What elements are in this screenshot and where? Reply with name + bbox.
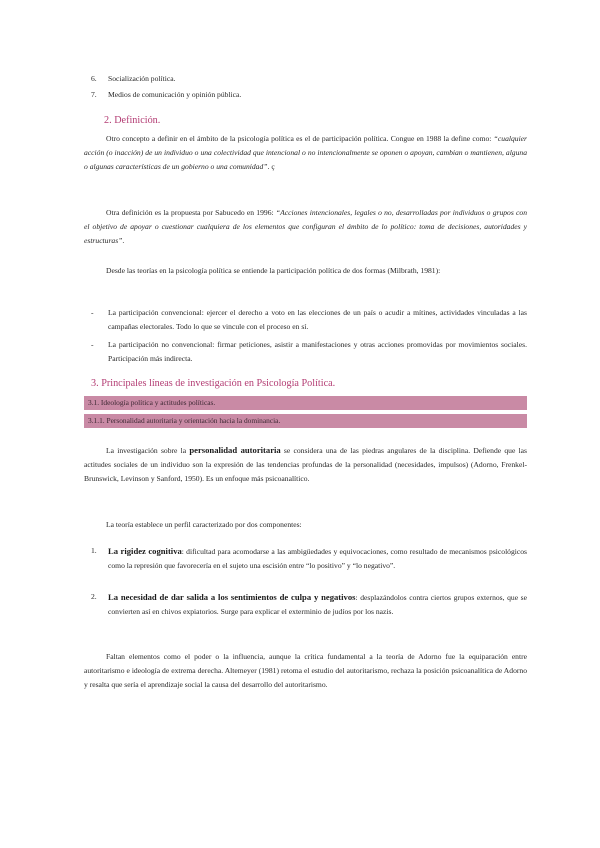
paragraph-sabucedo [84, 206, 527, 248]
bullet-convencional: La participación convencional: ejercer el derecho a voto en las elecciones de un país o acudir a mítines, actividades vinculadas a las campañas electorales. Todo lo que se vincule con el proceso en sí. [108, 308, 527, 331]
bullet-marker: - [91, 340, 94, 349]
item-number: 2. [91, 592, 97, 601]
paragraph-text: La investigación sobre la [106, 446, 190, 455]
paragraph-text: . [122, 236, 125, 245]
item-necesidad [108, 590, 527, 619]
item-text: : desplazándolos contra ciertos grupos externos, que se convierten así en chivos expiatorios. Surge para explicar el exterminio de judíos por los nazis. [108, 593, 528, 616]
item-rigidez [108, 544, 527, 573]
list-item-text: Socialización política. [108, 74, 176, 83]
bold-term: personalidad autoritaria [189, 445, 281, 455]
paragraph-congue [84, 132, 527, 174]
bullet-marker: - [91, 308, 94, 317]
subsection-band-ideologia: 3.1. Ideología política y actitudes políticas. [84, 396, 527, 410]
bullet-no-convencional: La participación no convencional: firmar peticiones, asistir a manifestaciones y otras acciones promovidas por movimientos sociales. Participación más indirecta. [108, 340, 527, 363]
item-text: : dificultad para acomodarse a las ambigüedades y equivocaciones, como resultado de mecanismos psicológicos como la represión que favorecería en el sujeto una escisión entre “lo positivo” y “lo negativo”. [108, 547, 528, 570]
paragraph-text: se considera una de las piedras angulares de la disciplina. Defiende que las actitudes sociales de un individuo son la expresión de las tendencias profundas de la personalidad (necesidades, impulsos) (Adorno, Frenkel-Brunswick, Levinson y Sanford, 1950). Es un enfoque más psicoanalítico. [84, 446, 528, 483]
item-number: 1. [91, 546, 97, 555]
paragraph-altemeyer: Faltan elementos como el poder o la influencia, aunque la crítica fundamental a la teoría de Adorno fue la equiparación entre autoritarismo e ideología de extrema derecha. Altemeyer (1981) retoma el estudio del autoritarismo, rechaza la posición psicoanalítica de Adorno y resalta que sería el aprendizaje social la causa del desarrollo del autoritarismo. [84, 652, 527, 689]
list-item-text: Medios de comunicación y opinión pública. [108, 90, 242, 99]
section-heading-definicion: 2. Definición. [104, 115, 161, 126]
list-item-number: 7. [91, 90, 97, 99]
paragraph-milbrath: Desde las teorías en la psicología política se entiende la participación política de dos formas (Milbrath, 1981): [106, 266, 441, 275]
bold-term: La rigidez cognitiva [108, 546, 182, 556]
paragraph-personalidad [84, 443, 527, 486]
bold-term: La necesidad de dar salida a los sentimientos de culpa y negativos [108, 592, 356, 602]
list-item-number: 6. [91, 74, 97, 83]
paragraph-teoria: La teoría establece un perfil caracterizado por dos componentes: [106, 520, 302, 529]
quote-sabucedo: “Acciones intencionales, legales o no, desarrolladas por individuos o grupos con el objetivo de apoyar o cuestionar cualquiera de los elementos que configuran el ámbito de lo político: toma de decisiones, autoridades y estructuras” [84, 208, 528, 245]
quote-congue: “cualquier acción (o inacción) de un individuo o una colectividad que intencional o no intencionalmente se oponen o apoyan, cambian o mantienen, alguna o algunas características de un gobierno o una comunidad” [84, 134, 527, 171]
paragraph-text: Otro concepto a definir en el ámbito de la psicología política es el de participación política. Congue en 1988 la define como: [106, 134, 494, 143]
paragraph-text: . ç [267, 162, 275, 171]
subsection-band-personalidad: 3.1.1. Personalidad autoritaria y orientación hacia la dominancia. [84, 414, 527, 428]
section-heading-lineas: 3. Principales líneas de investigación en Psicología Política. [91, 378, 336, 389]
paragraph-text: Otra definición es la propuesta por Sabucedo en 1996: [106, 208, 276, 217]
